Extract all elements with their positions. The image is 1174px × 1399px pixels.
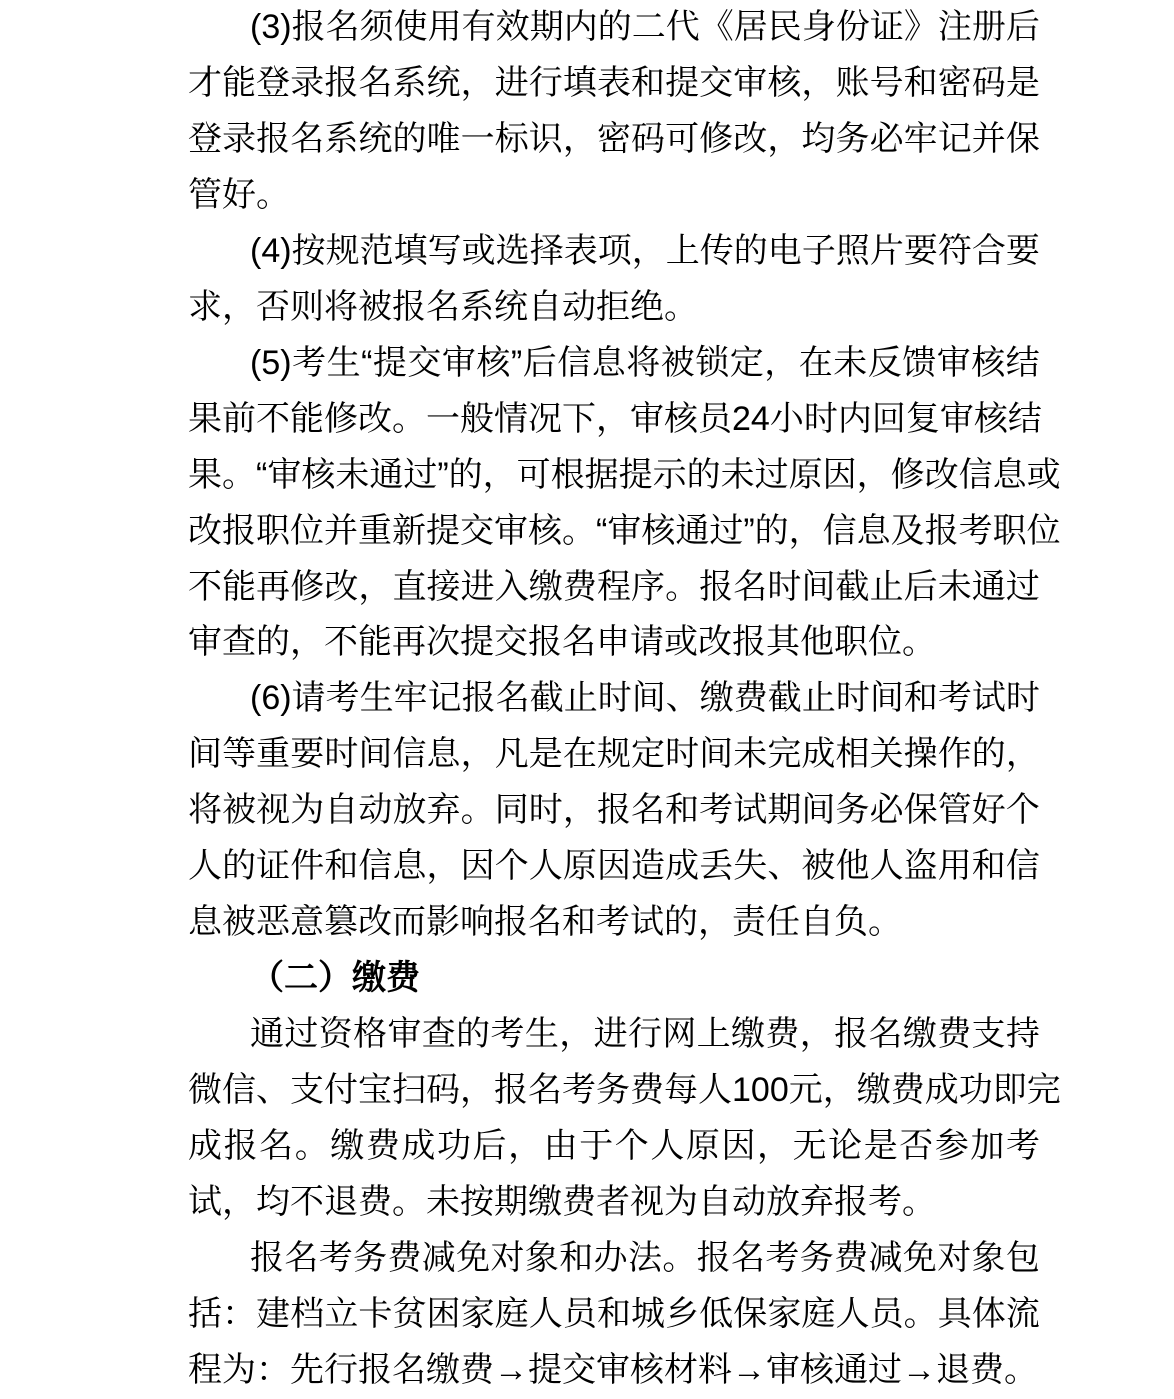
text-line: 间 等 重 要 时 间 信 息 ， 凡 是 在 规 定 时 间 未 完 成 相 关 操 作 的 ， [188,735,1040,774]
text-line: 试，均不退费。未按期缴费者视为自动放弃报考。 [188,1183,936,1222]
text-line: 程为：先行报名缴费→提交审核材料→审核通过→退费。 [188,1350,1038,1389]
text-line: 息被恶意篡改而影响报名和考试的，责任自负。 [188,903,902,942]
text-line: 改 报 职 位 并 重 新 提 交 审 核 。 “ 审 核 通 过 ” 的 ， 信 息 及 报 考 职 位 [188,511,1061,550]
paragraph-item-6 [188,671,1040,951]
text-line: 人 的 证 件 和 信 息 ， 因 个 人 原 因 造 成 丢 失 、 被 他 人 盗 用 和 信 [188,847,1040,886]
paragraph-item-5 [188,336,1061,672]
text-line: 将 被 视 为 自 动 放 弃 。 同 时 ， 报 名 和 考 试 期 间 务 必 保 管 好 个 [188,791,1040,830]
text-line: 微 信 、 支 付 宝 扫 码 ， 报 名 考 务 费 每 人 100 元 ， 缴 费 成 功 即 完 [188,1071,1061,1110]
text-line: 不 能 再 修 改 ， 直 接 进 入 缴 费 程 序 。 报 名 时 间 截 止 后 未 通 过 [188,567,1040,606]
text-block [188,0,1061,1399]
text-line: (3) 报 名 须 使 用 有 效 期 内 的 二 代 《 居 民 身 份 证 》 注 册 后 [250,8,1040,46]
text-line: 才 能 登 录 报 名 系 统 ， 进 行 填 表 和 提 交 审 核 ， 账 号 和 密 码 是 [188,63,1040,102]
text-line: 成 报 名 。 缴 费 成 功 后 ， 由 于 个 人 原 因 ， 无 论 是 否 参 加 考 [188,1127,1040,1166]
text-line: (4) 按 规 范 填 写 或 选 择 表 项 ， 上 传 的 电 子 照 片 要 符 合 要 [250,231,1040,270]
text-line: 求，否则将被报名系统自动拒绝。 [188,287,698,326]
paragraph-item-4 [188,224,1040,336]
section-heading-2-payment [188,951,1040,1007]
heading-line: （二）缴费 [250,959,420,998]
text-line: 管好。 [188,175,290,214]
text-line: 报 名 考 务 费 减 免 对 象 和 办 法 。 报 名 考 务 费 减 免 对 象 包 [250,1238,1040,1277]
text-line: (6) 请 考 生 牢 记 报 名 截 止 时 间 、 缴 费 截 止 时 间 和 考 试 时 [250,679,1040,718]
text-line: 果 前 不 能 修 改 。 一 般 情 况 下 ， 审 核 员 24 小 时 内 回 复 审 核 结 [188,399,1042,438]
text-line: (5) 考 生 “ 提 交 审 核 ” 后 信 息 将 被 锁 定 ， 在 未 反 馈 审 核 结 [250,343,1040,382]
text-line: 登 录 报 名 系 统 的 唯 一 标 识 ， 密 码 可 修 改 ， 均 务 必 牢 记 并 保 [188,119,1040,158]
paragraph-fee-waiver [188,1231,1040,1399]
paragraph-item-3 [188,0,1040,224]
text-line: 审查的，不能再次提交报名申请或改报其他职位。 [188,623,936,662]
text-line: 通 过 资 格 审 查 的 考 生 ， 进 行 网 上 缴 费 ， 报 名 缴 费 支 持 [250,1015,1040,1054]
text-line: 括 ： 建 档 立 卡 贫 困 家 庭 人 员 和 城 乡 低 保 家 庭 人 员 。 具 体 流 [188,1294,1040,1333]
paragraph-payment-detail [188,1007,1061,1231]
text-line: 果 。 “ 审 核 未 通 过 ” 的 ， 可 根 据 提 示 的 未 过 原 因 ， 修 改 信 息 或 [188,455,1061,494]
